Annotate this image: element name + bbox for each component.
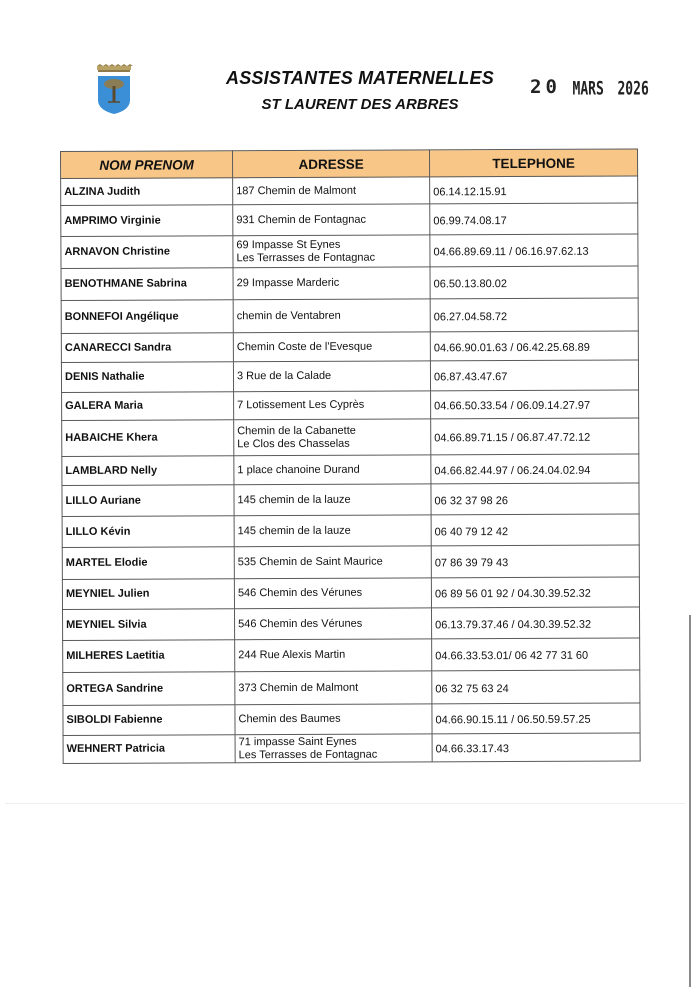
cell-phone: 06.14.12.15.91: [430, 176, 638, 204]
cell-phone: 04.66.33.53.01/ 06 42 77 31 60: [432, 638, 640, 671]
table-row: [62, 390, 639, 421]
address-line: 71 impasse Saint Eynes: [238, 735, 357, 748]
cell-address: [233, 235, 430, 268]
cell-phone: 06.87.43.47.67: [430, 360, 638, 391]
cell-phone: 06.13.79.37.46 / 04.30.39.52.32: [431, 607, 639, 639]
scan-fold-line: [5, 803, 685, 804]
address-line: Les Terrasses de Fontagnac: [238, 748, 378, 761]
address-line: 931 Chemin de Fontagnac: [236, 213, 366, 226]
table-header-row: [61, 149, 638, 179]
childminders-table: [60, 148, 641, 764]
address-line: Les Terrasses de Fontagnac: [236, 251, 376, 264]
table-row: [61, 360, 638, 393]
cell-name: SIBOLDI Fabienne: [63, 705, 235, 736]
address-line: 3 Rue de la Calade: [236, 369, 332, 383]
address-line: 546 Chemin des Vérunes: [238, 617, 363, 630]
cell-address: [234, 419, 431, 456]
cell-address: [233, 177, 430, 205]
table-row: [62, 514, 639, 548]
stamp-day: 20: [530, 76, 561, 98]
address-line: 145 chemin de la lauze: [237, 524, 351, 537]
table-row: [63, 638, 640, 673]
scan-artifact-line: [689, 615, 691, 987]
address-line: 145 chemin de la lauze: [237, 493, 351, 506]
table-row: [63, 733, 640, 764]
table-row: [62, 545, 639, 580]
cell-address: [233, 299, 430, 333]
cell-phone: 04.66.33.17.43: [432, 733, 640, 762]
cell-address: [234, 484, 431, 516]
cell-name: ALZINA Judith: [61, 178, 233, 206]
table-row: [61, 176, 638, 206]
address-line: Chemin des Baumes: [238, 712, 341, 726]
cell-phone: 07 86 39 79 43: [431, 545, 639, 578]
cell-address: [235, 704, 432, 735]
cell-address: [235, 734, 432, 763]
address-line: 1 place chanoine Durand: [237, 463, 360, 476]
cell-address: [234, 608, 431, 640]
table-row: [63, 670, 640, 706]
table-row: [62, 483, 639, 517]
cell-phone: 06 89 56 01 92 / 04.30.39.52.32: [431, 577, 639, 608]
cell-address: [235, 671, 432, 705]
cell-name: AMPRIMO Virginie: [61, 205, 233, 237]
document-title: ASSISTANTES MATERNELLES: [226, 68, 494, 88]
table-row: [61, 234, 638, 269]
address-line: chemin de Ventabren: [236, 309, 341, 322]
cell-phone: 04.66.89.69.11 / 06.16.97.62.13: [430, 234, 638, 267]
table-row: [61, 298, 638, 334]
cell-name: BENOTHMANE Sabrina: [61, 268, 233, 301]
cell-address: [233, 204, 430, 236]
address-line: 69 Impasse St Eynes: [236, 238, 341, 251]
cell-phone: 06.27.04.58.72: [430, 298, 638, 332]
cell-phone: 06.99.74.08.17: [430, 203, 638, 235]
cell-address: [234, 546, 431, 579]
table-row: [62, 454, 639, 486]
cell-address: [233, 332, 430, 362]
cell-name: ORTEGA Sandrine: [63, 672, 235, 706]
stamp-year: 2026: [617, 79, 649, 100]
cell-name: WEHNERT Patricia: [63, 735, 235, 764]
cell-phone: 06 32 37 98 26: [431, 483, 639, 515]
address-line: 244 Rue Alexis Martin: [238, 648, 346, 662]
address-line: 535 Chemin de Saint Maurice: [237, 555, 383, 569]
address-line: Chemin Coste de l'Evesque: [236, 340, 373, 353]
address-line: Chemin de la Cabanette: [237, 424, 356, 437]
cell-name: LILLO Kévin: [62, 516, 234, 548]
cell-phone: 04.66.89.71.15 / 06.87.47.72.12: [431, 418, 639, 455]
cell-name: MILHERES Laetitia: [63, 640, 235, 673]
cell-address: [234, 391, 431, 420]
document-subtitle: ST LAURENT DES ARBRES: [261, 96, 459, 113]
table-row: [62, 577, 639, 610]
cell-address: [234, 455, 431, 485]
address-line: 373 Chemin de Malmont: [238, 681, 359, 694]
cell-address: [235, 639, 432, 672]
cell-name: GALERA Maria: [62, 392, 234, 421]
address-line: Le Clos des Chasselas: [237, 437, 350, 450]
table-row: [61, 203, 638, 237]
table-row: [62, 418, 639, 457]
column-header-phone: TELEPHONE: [429, 149, 637, 177]
cell-name: DENIS Nathalie: [61, 362, 233, 393]
table-row: [61, 266, 638, 301]
cell-phone: 04.66.90.15.11 / 06.50.59.57.25: [432, 703, 640, 734]
cell-name: ARNAVON Christine: [61, 236, 233, 269]
address-line: 546 Chemin des Vérunes: [237, 586, 363, 600]
address-line: 187 Chemin de Malmont: [236, 184, 357, 197]
cell-name: CANARECCI Sandra: [61, 333, 233, 363]
coat-of-arms-icon: [94, 64, 134, 116]
table-row: [61, 331, 638, 363]
address-line: 29 Impasse Marderic: [236, 276, 340, 290]
cell-phone: 04.66.82.44.97 / 06.24.04.02.94: [431, 454, 639, 484]
cell-name: MEYNIEL Julien: [62, 579, 234, 610]
stamp-month: MARS: [572, 79, 604, 100]
cell-address: [233, 267, 430, 300]
cell-phone: 06.50.13.80.02: [430, 266, 638, 299]
date-stamp: [530, 76, 649, 98]
cell-phone: 04.66.90.01.63 / 06.42.25.68.89: [430, 331, 638, 361]
cell-phone: 06 40 79 12 42: [431, 514, 639, 546]
cell-phone: 06 32 75 63 24: [432, 670, 640, 704]
cell-name: BONNEFOI Angélique: [61, 300, 233, 334]
cell-name: MEYNIEL Silvia: [63, 609, 235, 641]
column-header-address: ADRESSE: [233, 150, 430, 178]
address-line: 7 Lotissement Les Cyprès: [237, 398, 365, 412]
cell-address: [234, 578, 431, 609]
cell-name: MARTEL Elodie: [62, 547, 234, 580]
table-row: [63, 607, 640, 641]
cell-name: LAMBLARD Nelly: [62, 456, 234, 486]
cell-name: LILLO Auriane: [62, 485, 234, 517]
column-header-name: NOM PRENOM: [61, 151, 233, 179]
cell-name: HABAICHE Khera: [62, 420, 234, 457]
cell-phone: 04.66.50.33.54 / 06.09.14.27.97: [431, 390, 639, 419]
cell-address: [234, 515, 431, 547]
cell-address: [233, 361, 430, 392]
table-row: [63, 703, 640, 736]
